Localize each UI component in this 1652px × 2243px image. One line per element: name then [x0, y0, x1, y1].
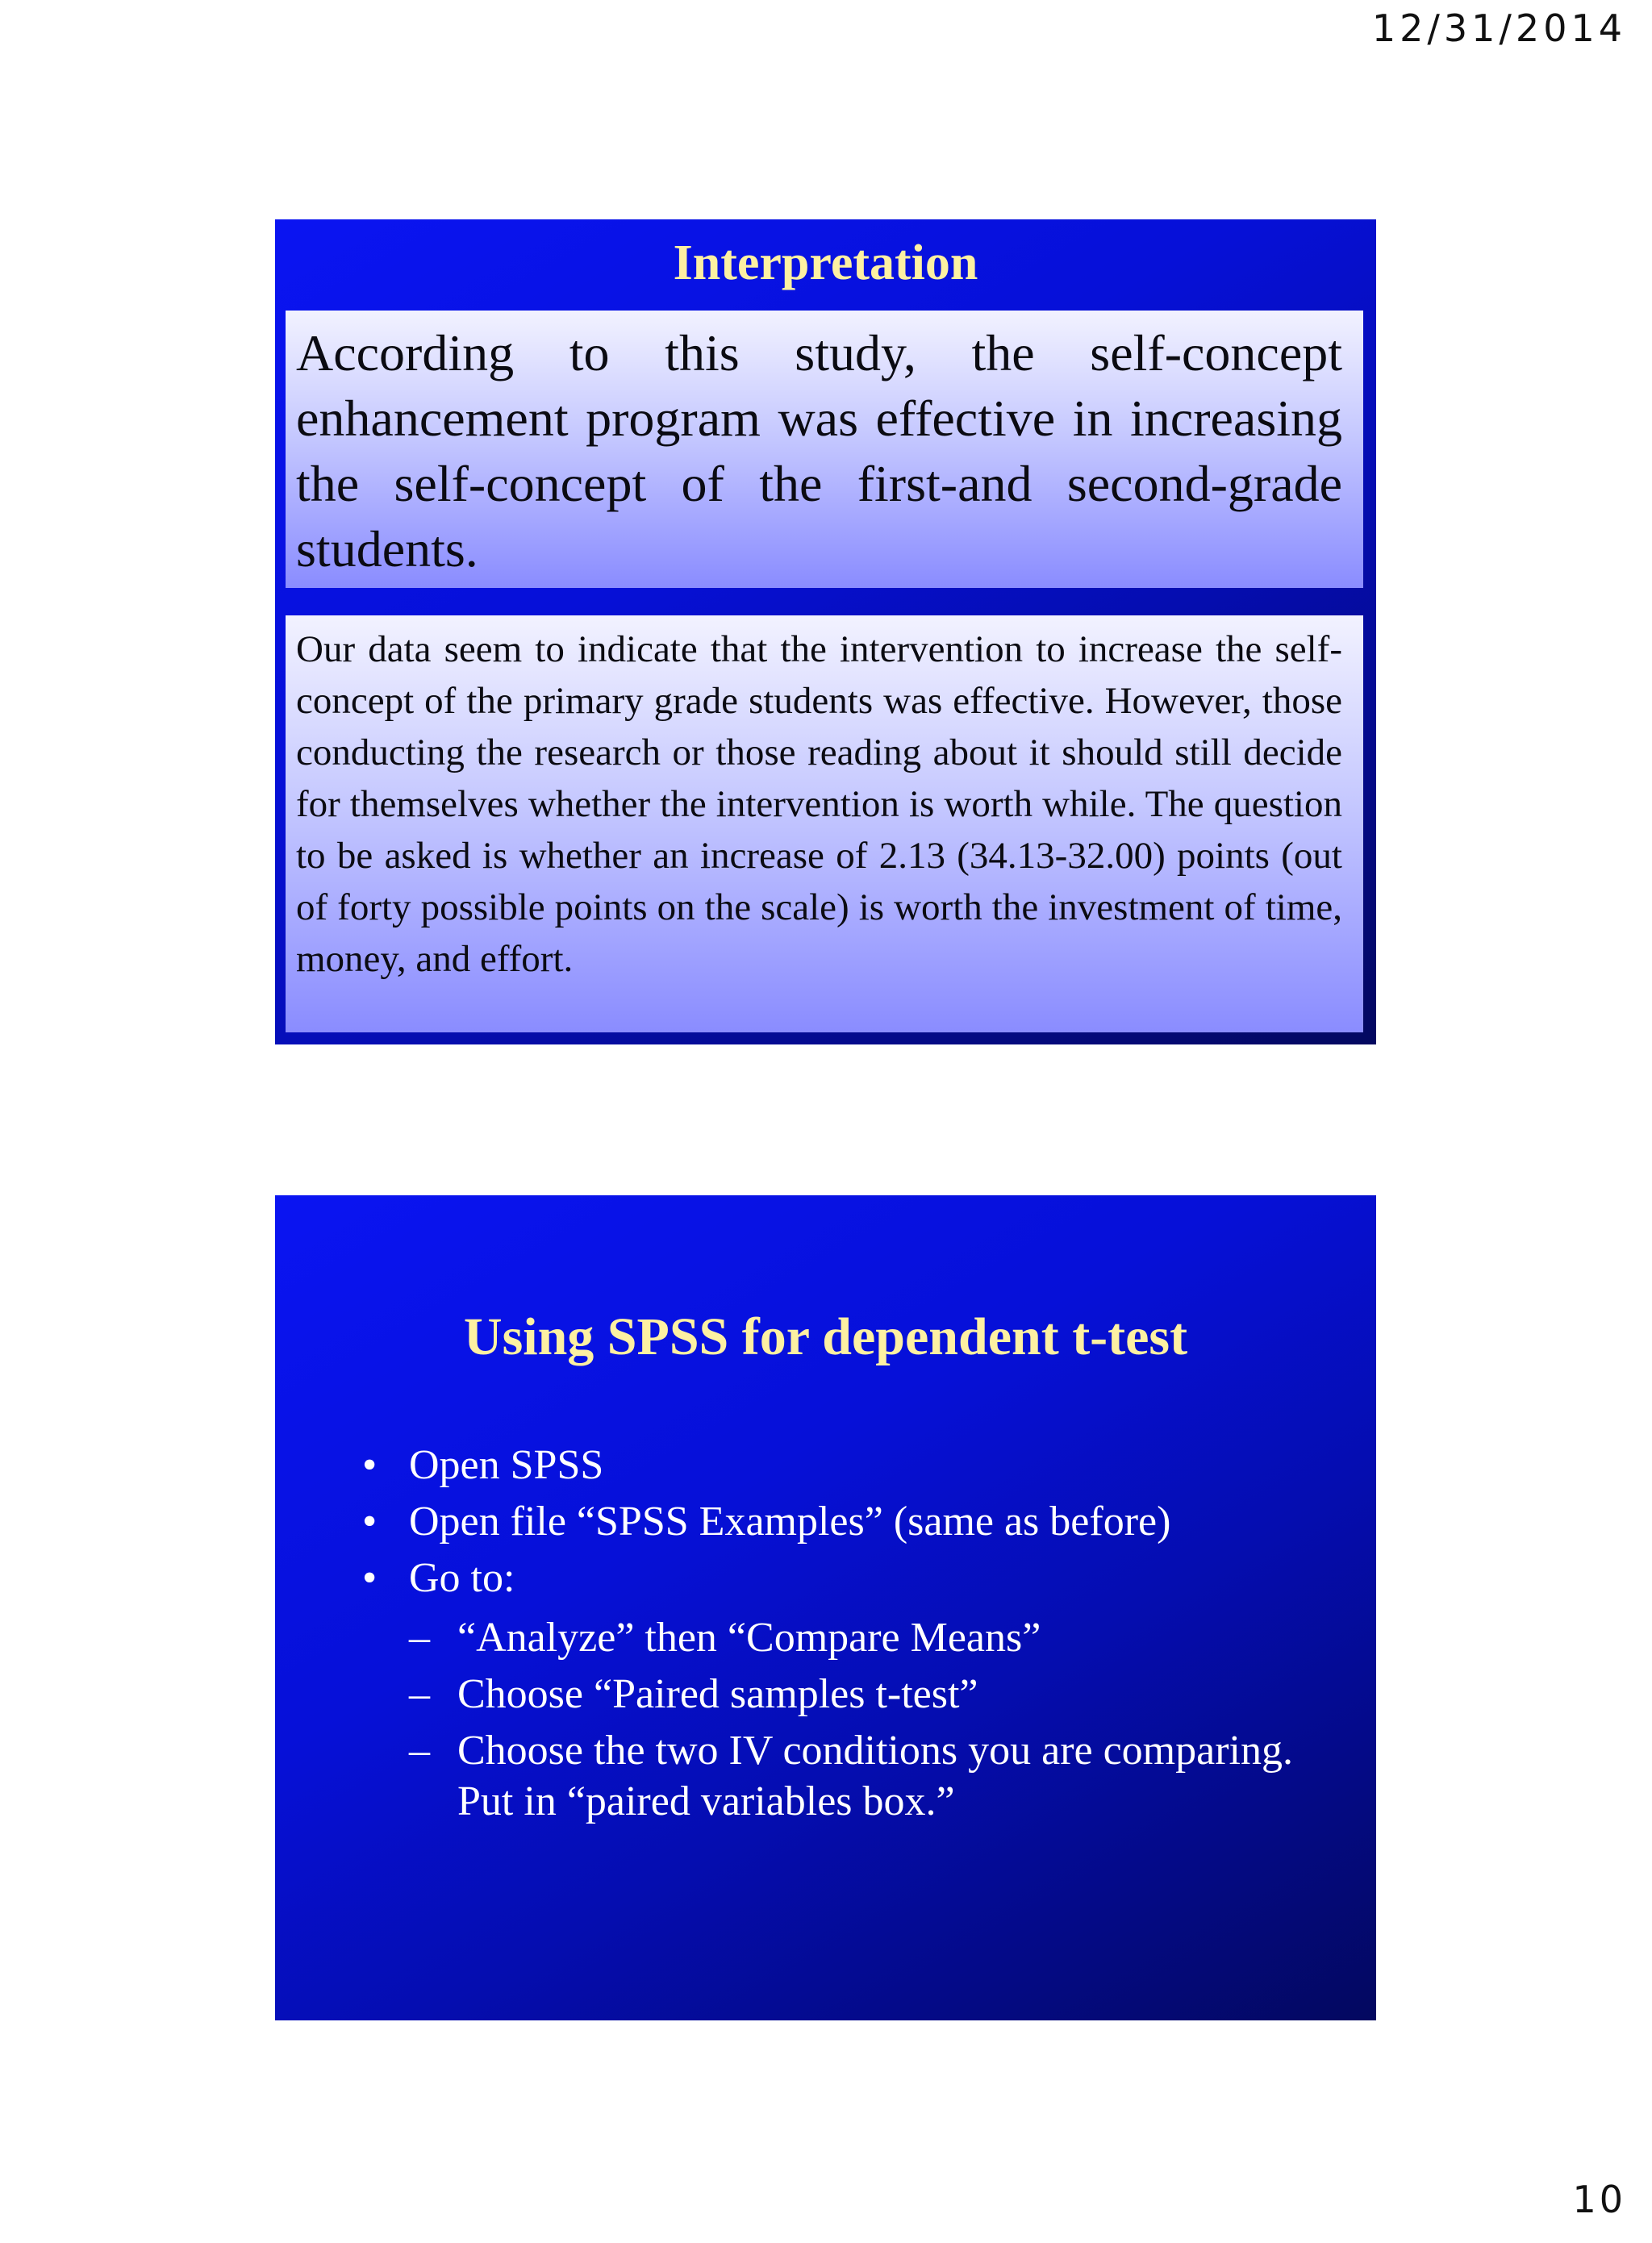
sub-bullet-marker: – — [409, 1728, 430, 1774]
sub-bullet-marker: – — [409, 1671, 430, 1717]
bullet-marker: • — [362, 1555, 378, 1601]
sub-bullet-item — [409, 1669, 1314, 1720]
sub-bullet-text: Choose the two IV conditions you are comparing. Put in “paired variables box.” — [457, 1728, 1293, 1824]
summary-text-box: According to this study, the self-concept enhancement program was effective in increasing the self-concept of the first-and second-grade students. — [286, 311, 1363, 588]
slide-title: Interpretation — [673, 236, 978, 290]
page-number: 10 — [1572, 2178, 1626, 2221]
detail-text-box: Our data seem to indicate that the intervention to increase the self-concept of the primary grade students was effective. However, those conducting the research or those reading about it should still decide for themselves whether the intervention is worth while. The question to be asked is whether an increase of 2.13 (34.13-32.00) points (out of forty possible points on the scale) is worth the investment of time, money, and effort. — [286, 615, 1363, 1032]
bullet-text: Open SPSS — [409, 1442, 604, 1488]
bullet-item — [362, 1494, 1314, 1550]
sub-bullet-marker: – — [409, 1615, 430, 1661]
slide-spss-instructions — [275, 1195, 1376, 2020]
slide-title: Using SPSS for dependent t-test — [463, 1307, 1188, 1366]
bullet-item — [362, 1437, 1314, 1494]
sub-bullet-list — [409, 1612, 1314, 1827]
page-date: 12/31/2014 — [1371, 6, 1626, 50]
slide-interpretation — [275, 219, 1376, 1044]
bullet-list — [362, 1437, 1314, 1827]
sub-bullet-text: “Analyze” then “Compare Means” — [457, 1615, 1041, 1661]
bullet-item — [362, 1550, 1314, 1827]
sub-bullet-item — [409, 1725, 1314, 1827]
bullet-marker: • — [362, 1499, 378, 1545]
sub-bullet-item — [409, 1612, 1314, 1663]
bullet-text: Open file “SPSS Examples” (same as before) — [409, 1499, 1171, 1545]
sub-bullet-text: Choose “Paired samples t-test” — [457, 1671, 978, 1717]
bullet-text: Go to: — [409, 1555, 515, 1601]
bullet-marker: • — [362, 1442, 378, 1488]
